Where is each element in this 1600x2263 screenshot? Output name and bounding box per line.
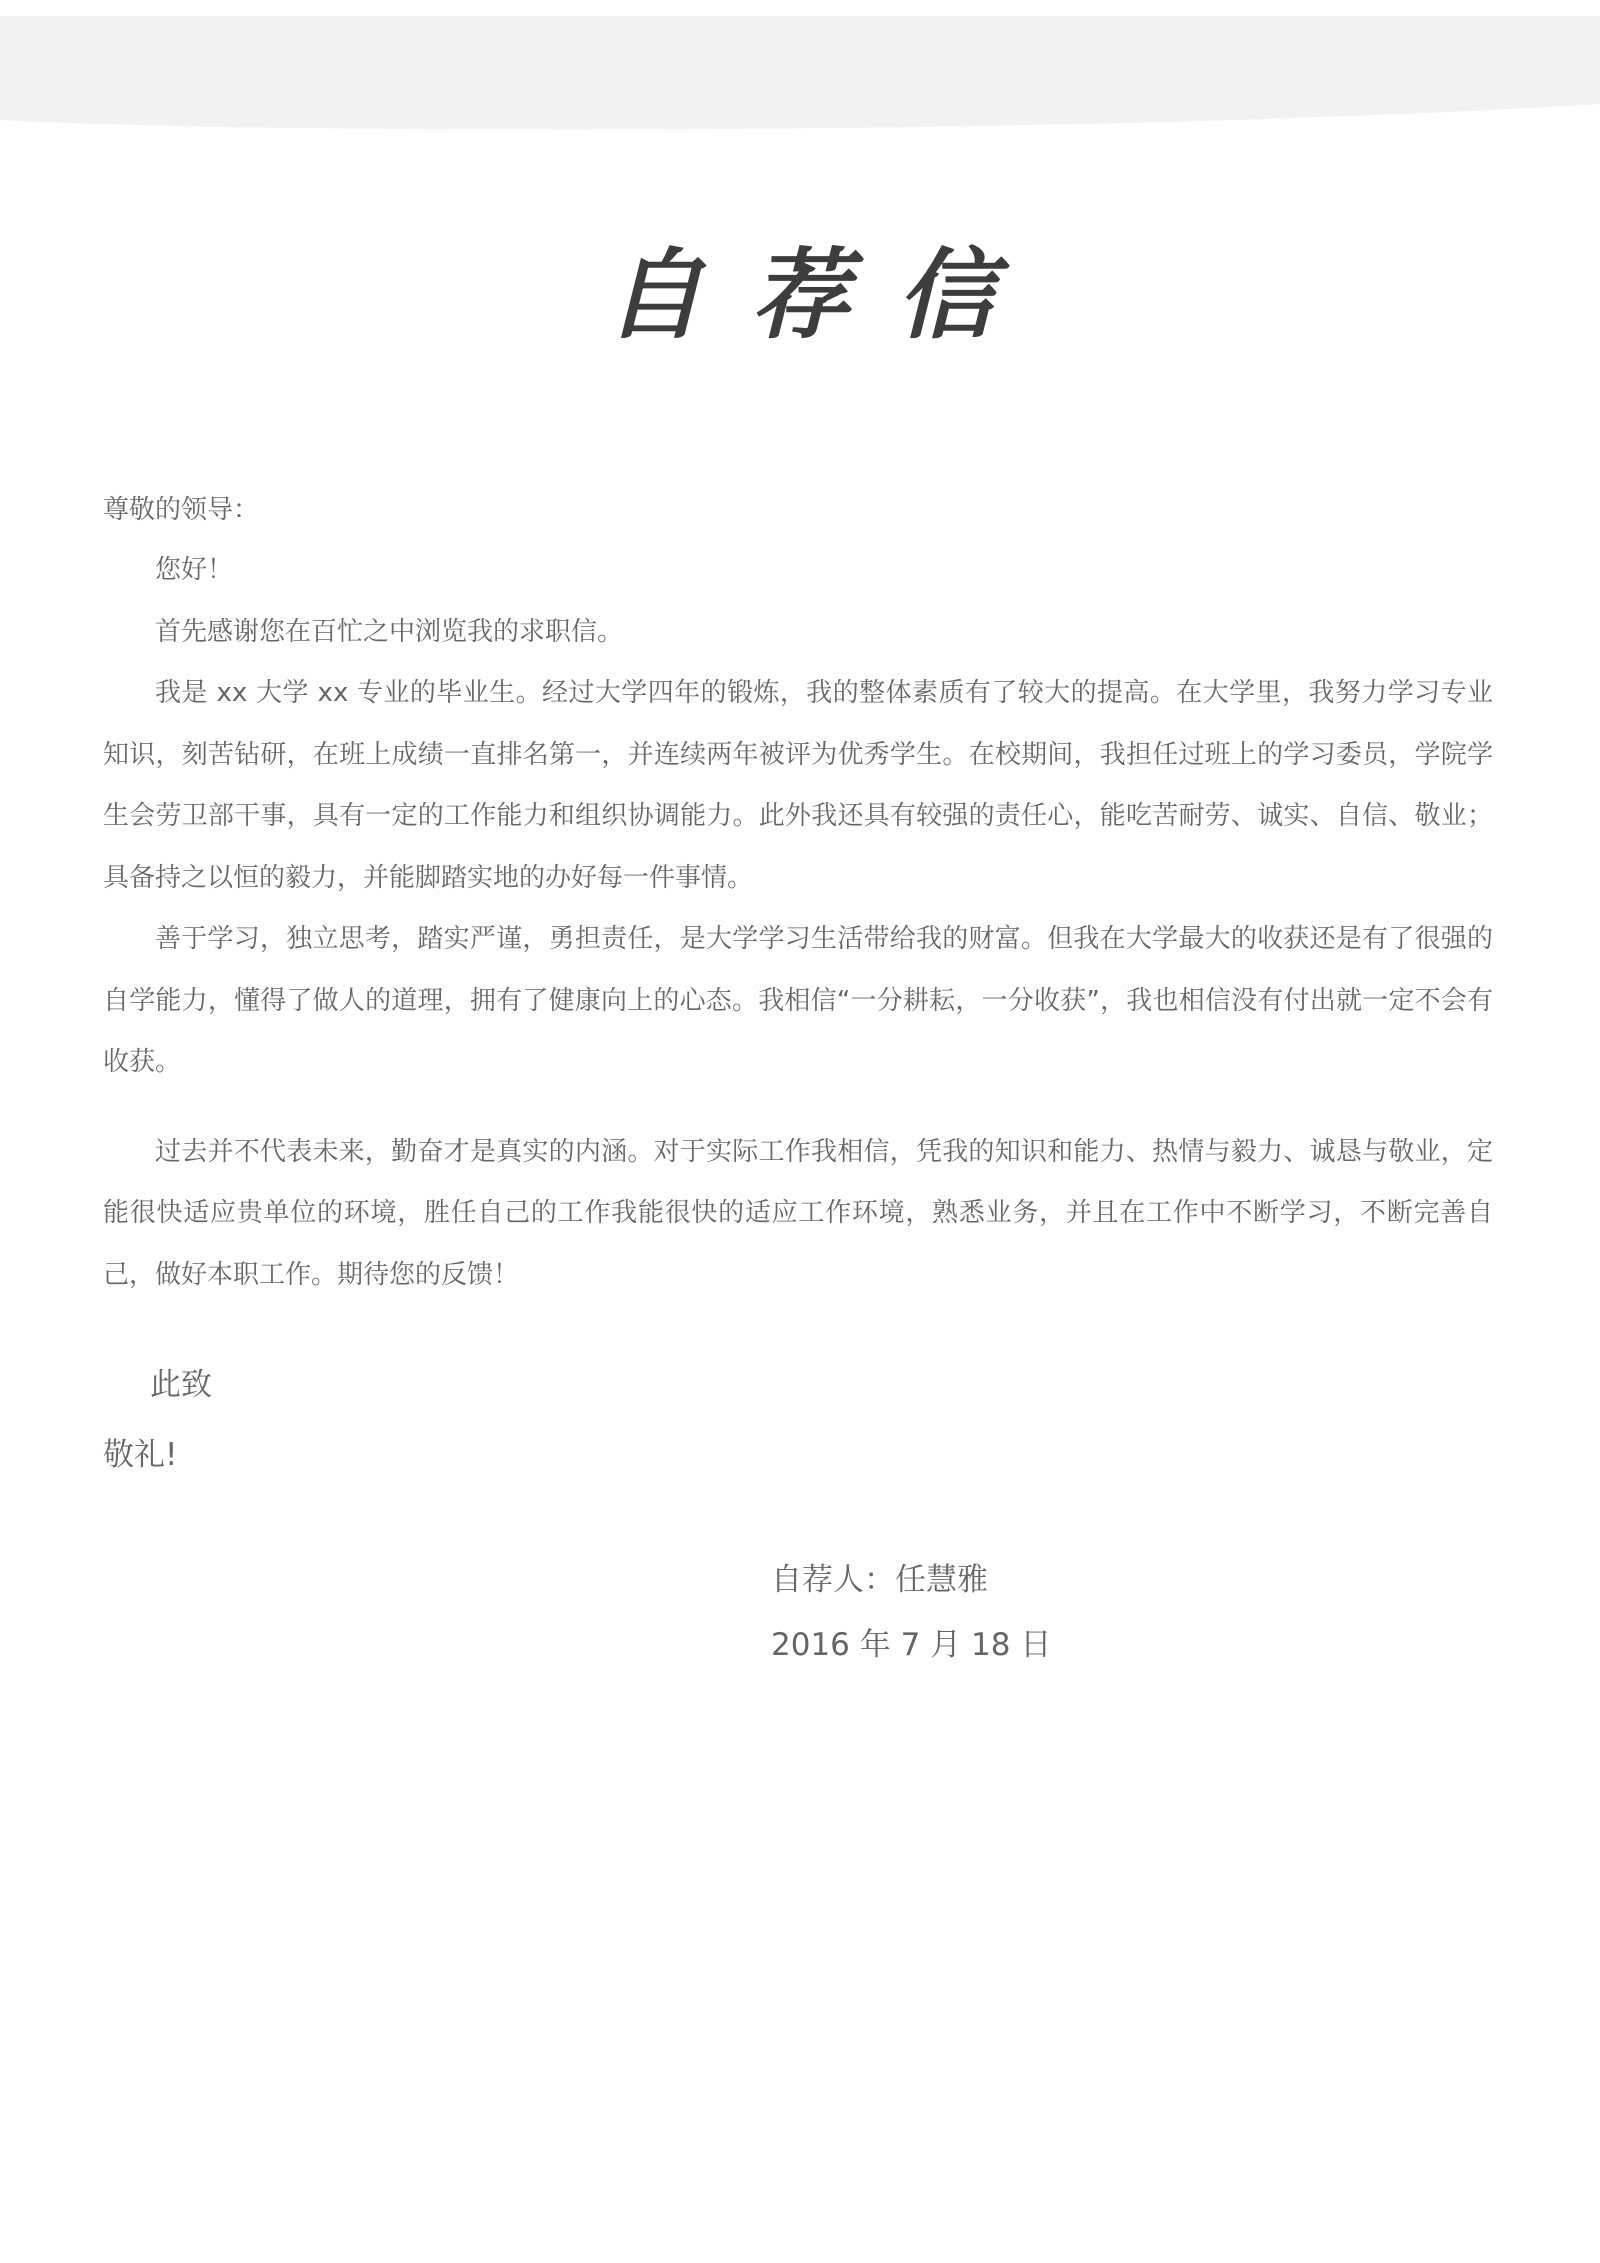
paragraph-background: 我是 xx 大学 xx 专业的毕业生。经过大学四年的锻炼，我的整体素质有了较大的提高。在大学里，我努力学习专业知识，刻苦钻研，在班上成绩一直排名第一，并连续两年被评为优秀学生。在校期间，我担任过班上的学习委员，学院学生会劳卫部干事，具有一定的工作能力和组织协调能力。此外我还具有较强的责任心，能吃苦耐劳、诚实、自信、敬业；具备持之以恒的毅力，并能脚踏实地的办好每一件事情。: [103, 678, 1493, 893]
page-title: 自荐信: [604, 238, 1043, 353]
paragraph-greeting: 您好！: [155, 555, 234, 585]
paragraph-qualities: 善于学习，独立思考，踏实严谨，勇担责任，是大学学习生活带给我的财富。但我在大学最大的收获还是有了很强的自学能力，懂得了做人的道理，拥有了健康向上的心态。我相信“一分耕耘，一分收获”，我也相信没有付出就一定不会有收获。: [103, 924, 1493, 1077]
closing-jing-li: 敬礼!: [103, 1437, 178, 1473]
salutation: 尊敬的领导：: [103, 495, 260, 525]
paragraph-outlook: 过去并不代表未来，勤奋才是真实的内涵。对于实际工作我相信，凭我的知识和能力、热情与毅力、诚恳与敬业，定能很快适应贵单位的环境，胜任自己的工作我能很快的适应工作环境，熟悉业务，并且在工作中不断学习，不断完善自己，做好本职工作。期待您的反馈！: [103, 1136, 1493, 1290]
signature: 自荐人：任慧雅: [771, 1562, 988, 1598]
letter-body: [103, 488, 1493, 1306]
closing-ci-zhi: 此致: [150, 1367, 212, 1403]
header-decorative-band: [0, 0, 1600, 140]
letter-date: 2016 年 7 月 18 日: [771, 1627, 1052, 1663]
paragraph-thanks: 首先感谢您在百忙之中浏览我的求职信。: [155, 616, 624, 647]
